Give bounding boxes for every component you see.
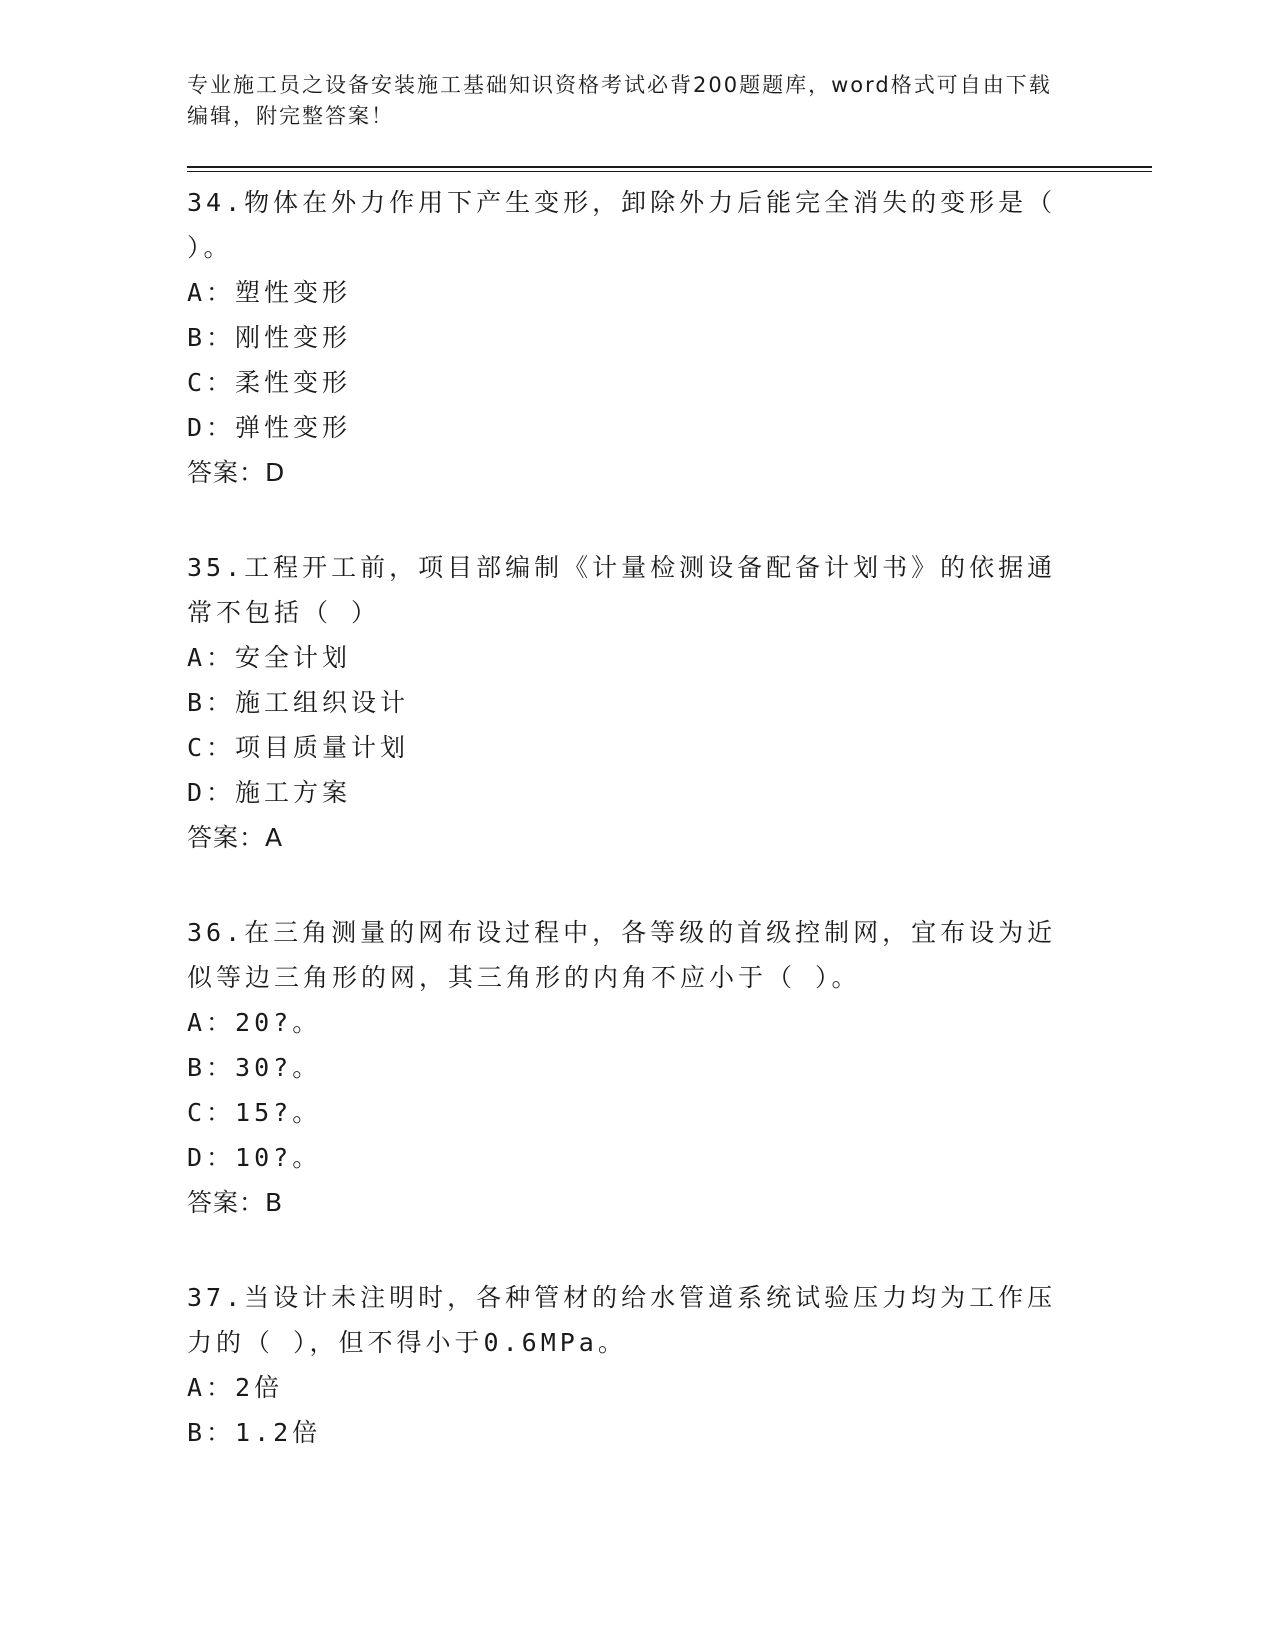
option-d: D：10?。 (187, 1143, 322, 1172)
option-b: B：施工组织设计 (187, 688, 410, 717)
answer-line: 答案：B (187, 1188, 284, 1217)
option-c: C：柔性变形 (187, 368, 352, 397)
header-divider (187, 166, 1152, 172)
question-stem: 35.工程开工前，项目部编制《计量检测设备配备计划书》的依据通常不包括（ ） (187, 553, 1057, 627)
option-c: C：项目质量计划 (187, 733, 410, 762)
question-stem: 34.物体在外力作用下产生变形，卸除外力后能完全消失的变形是（ ）。 (187, 188, 1057, 262)
question-36 (187, 910, 1152, 1225)
option-a: A：2倍 (187, 1373, 284, 1402)
option-d: D：弹性变形 (187, 413, 352, 442)
answer-line: 答案：D (187, 458, 286, 487)
question-stem: 36.在三角测量的网布设过程中，各等级的首级控制网，宜布设为近似等边三角形的网，其三角形的内角不应小于（ ）。 (187, 918, 1057, 992)
question-34 (187, 180, 1152, 495)
document-header: 专业施工员之设备安装施工基础知识资格考试必背200题题库，word格式可自由下载编辑，附完整答案！ (187, 73, 1052, 128)
question-stem: 37.当设计未注明时，各种管材的给水管道系统试验压力均为工作压力的（ ），但不得小于0.6MPa。 (187, 1283, 1057, 1357)
option-a: A：安全计划 (187, 643, 352, 672)
option-b: B：1.2倍 (187, 1418, 322, 1447)
option-a: A：20?。 (187, 1008, 322, 1037)
answer-line: 答案：A (187, 823, 284, 852)
question-37 (187, 1275, 1152, 1455)
option-d: D：施工方案 (187, 778, 352, 807)
option-b: B：30?。 (187, 1053, 322, 1082)
question-list (187, 180, 1152, 1455)
option-a: A：塑性变形 (187, 278, 352, 307)
question-35 (187, 545, 1152, 860)
document-page (187, 70, 1152, 1505)
option-c: C：15?。 (187, 1098, 322, 1127)
option-b: B：刚性变形 (187, 323, 352, 352)
